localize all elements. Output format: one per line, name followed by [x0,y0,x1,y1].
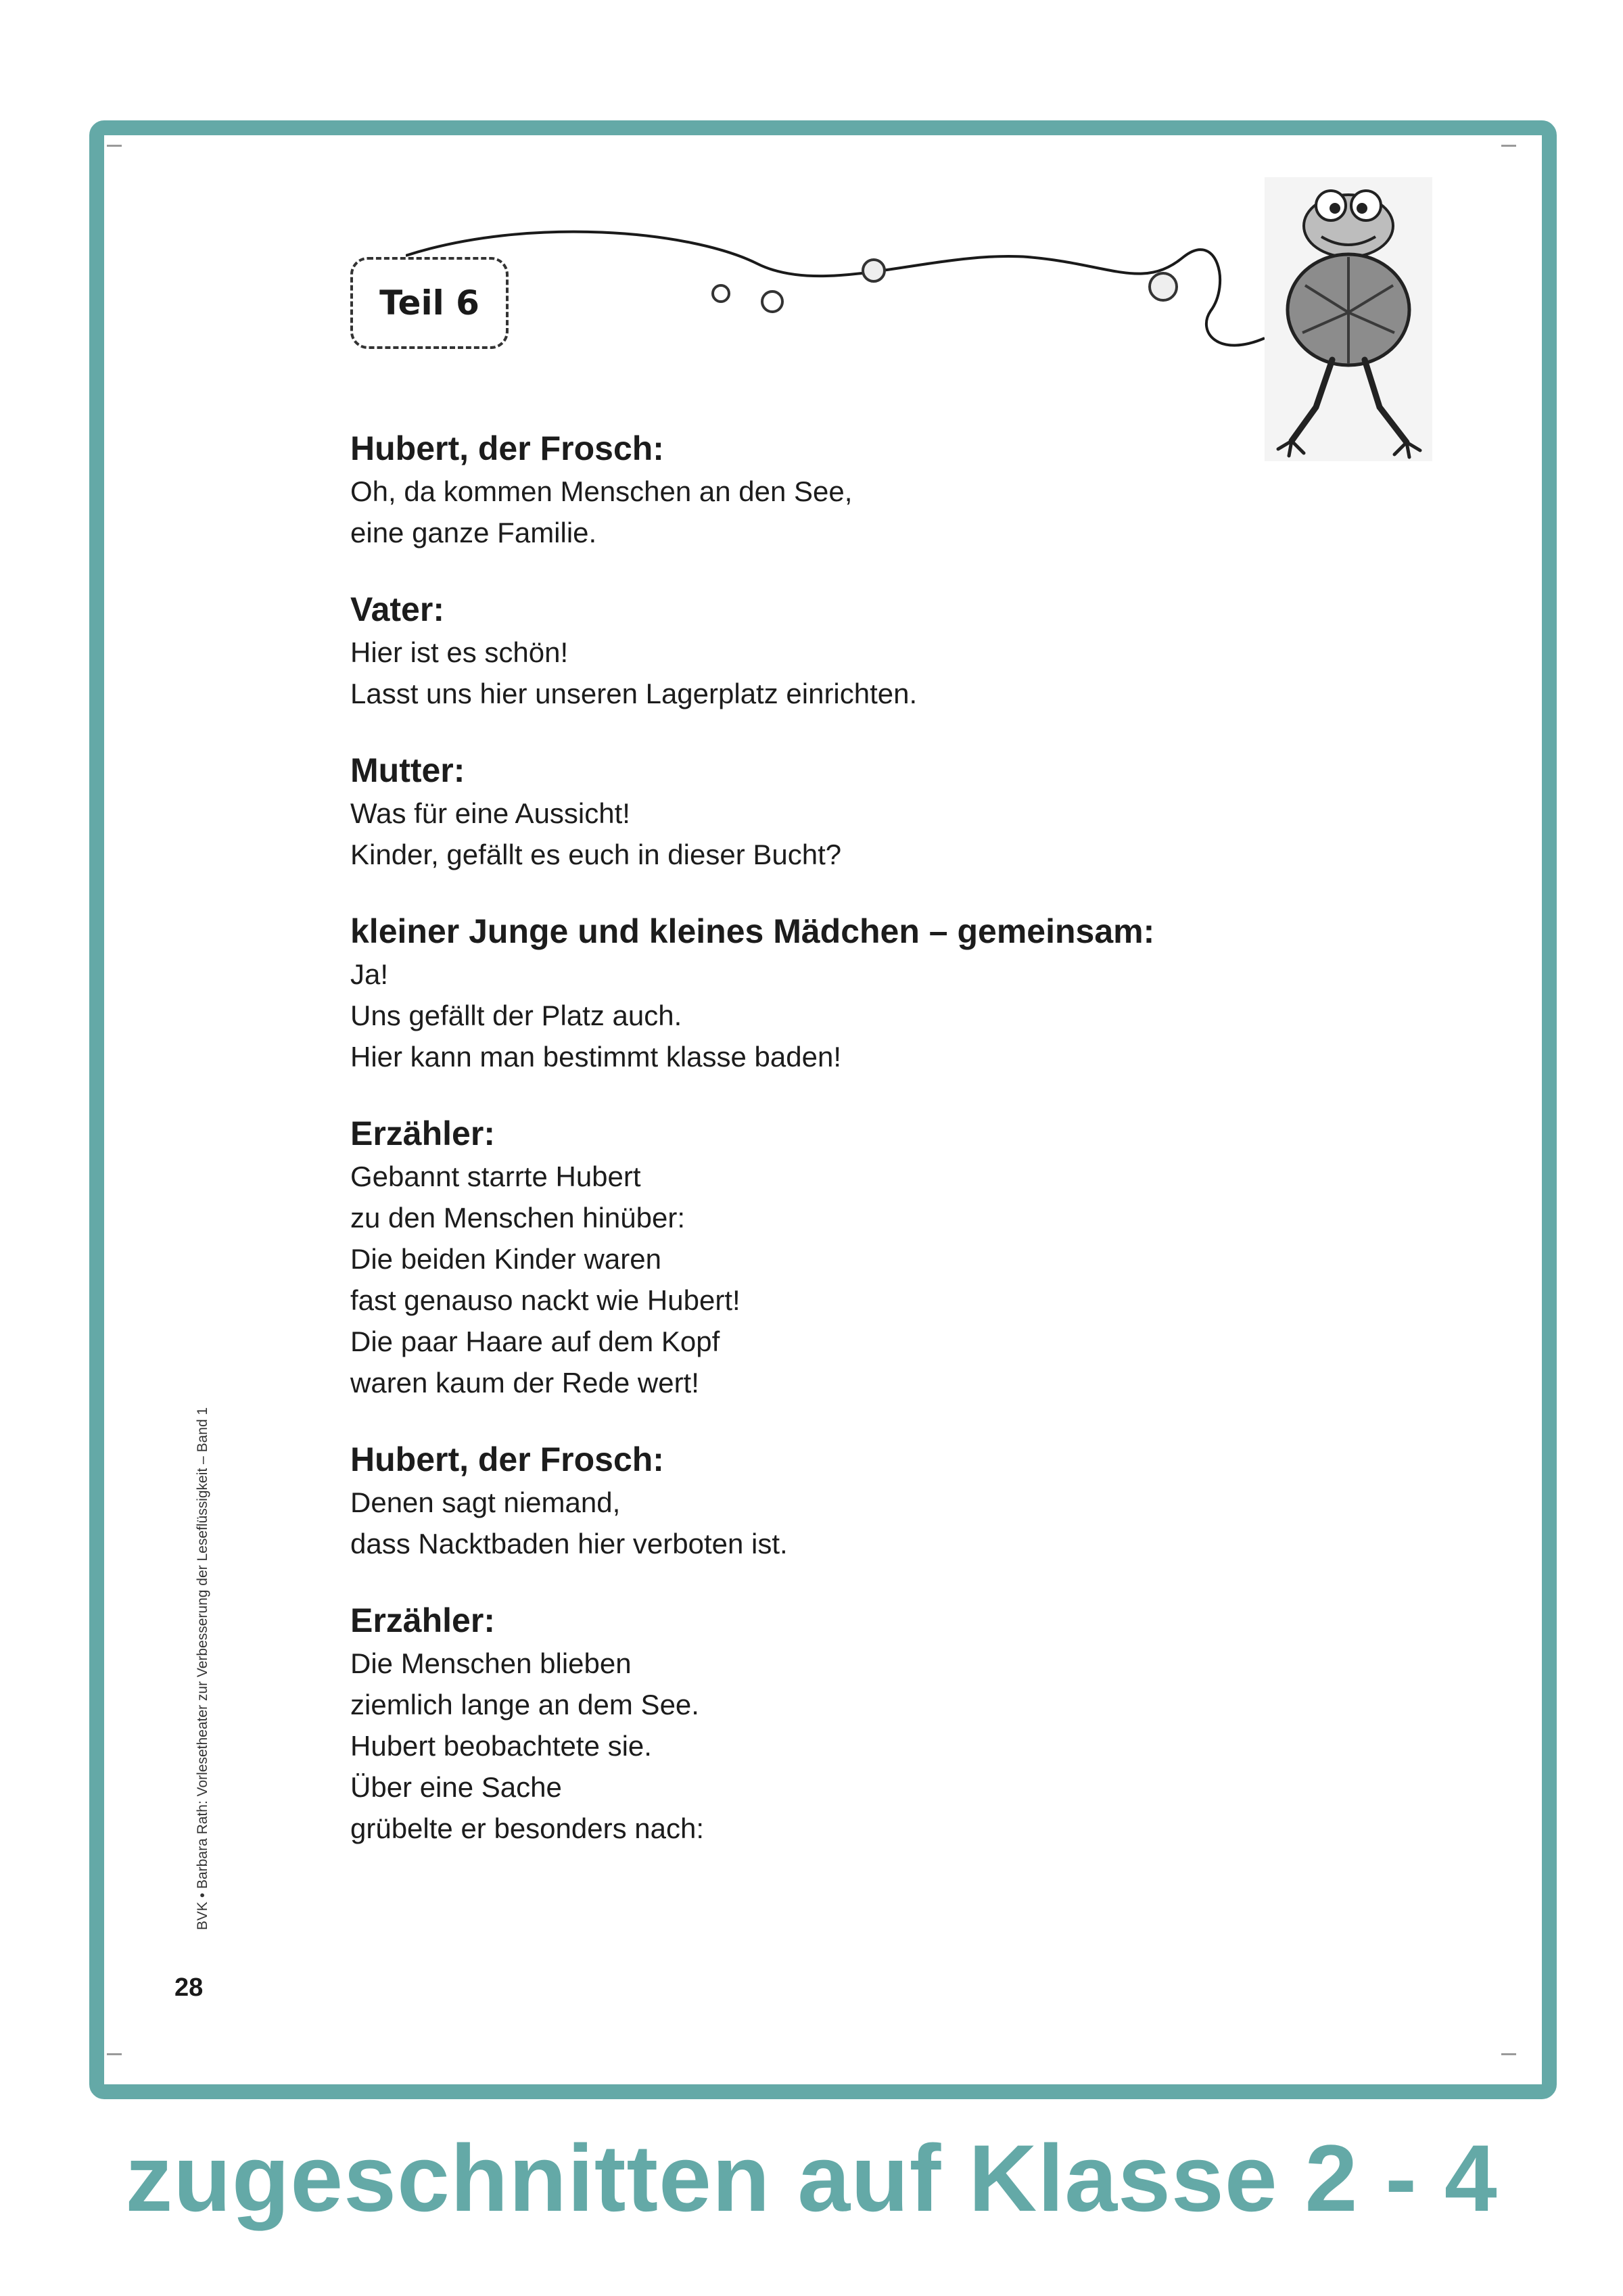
dialogue-block [350,587,1466,714]
crop-mark [1501,145,1516,147]
crop-mark [107,2053,122,2055]
dialogue-line: Was für eine Aussicht! [350,797,630,829]
dialogue-line: Oh, da kommen Menschen an den See, [350,475,853,507]
dialogue-line: Die Menschen blieben [350,1647,632,1679]
speaker-name: Hubert, der Frosch: [350,429,664,467]
dialogue-line: fast genauso nackt wie Hubert! [350,1284,740,1316]
bubble [762,291,782,312]
bubble [713,285,729,302]
side-note: BVK • Barbara Rath: Vorlesetheater zur Verbesserung der Leseflüssigkeit – Band 1 [195,1407,210,1930]
speaker-name: Vater: [350,590,444,628]
dialogue-line: Die beiden Kinder waren [350,1243,661,1275]
crop-mark [107,145,122,147]
dialogue-line: Ja! [350,958,389,990]
dialogue-block [350,909,1466,1077]
dialogue-block [350,1598,1466,1849]
script-text [350,426,1466,1883]
dialogue-line: waren kaum der Rede wert! [350,1367,699,1399]
dialogue-line: Hier ist es schön! [350,636,569,668]
dialogue-line: ziemlich lange an dem See. [350,1689,699,1720]
speaker-name: Erzähler: [350,1601,495,1639]
section-label: Teil 6 [350,257,509,349]
bubble-line-decoration [406,203,1278,379]
dialogue-block [350,748,1466,875]
bubble [863,260,885,281]
dialogue-line: Lasst uns hier unseren Lagerplatz einrichten. [350,678,918,709]
speaker-name: Mutter: [350,751,465,789]
dialogue-line: Hubert beobachtete sie. [350,1730,652,1762]
dialogue-block [350,1437,1466,1564]
speaker-name: Erzähler: [350,1115,495,1152]
dialogue-line: Denen sagt niemand, [350,1486,621,1518]
dialogue-line: Hier kann man bestimmt klasse baden! [350,1041,841,1073]
speaker-name: Hubert, der Frosch: [350,1440,664,1478]
dialogue-block [350,1111,1466,1403]
dialogue-line: Die paar Haare auf dem Kopf [350,1326,720,1357]
dialogue-line: dass Nacktbaden hier verboten ist. [350,1528,788,1560]
page-number: 28 [174,1973,204,2002]
dialogue-line: zu den Menschen hinüber: [350,1202,685,1234]
dialogue-line: Über eine Sache [350,1771,562,1803]
dialogue-line: Uns gefällt der Platz auch. [350,1000,682,1031]
dialogue-block [350,426,1466,553]
dialogue-line: grübelte er besonders nach: [350,1812,705,1844]
bubble [1150,273,1177,300]
dialogue-line: Kinder, gefällt es euch in dieser Bucht? [350,839,842,870]
dialogue-line: Gebannt starrte Hubert [350,1161,641,1192]
speaker-name: kleiner Junge und kleines Mädchen – gemeinsam: [350,912,1155,950]
dialogue-line: eine ganze Familie. [350,517,597,548]
banner-text: zugeschnitten auf Klasse 2 - 4 [125,2125,1498,2231]
crop-mark [1501,2053,1516,2055]
frog-illustration [1265,177,1432,461]
